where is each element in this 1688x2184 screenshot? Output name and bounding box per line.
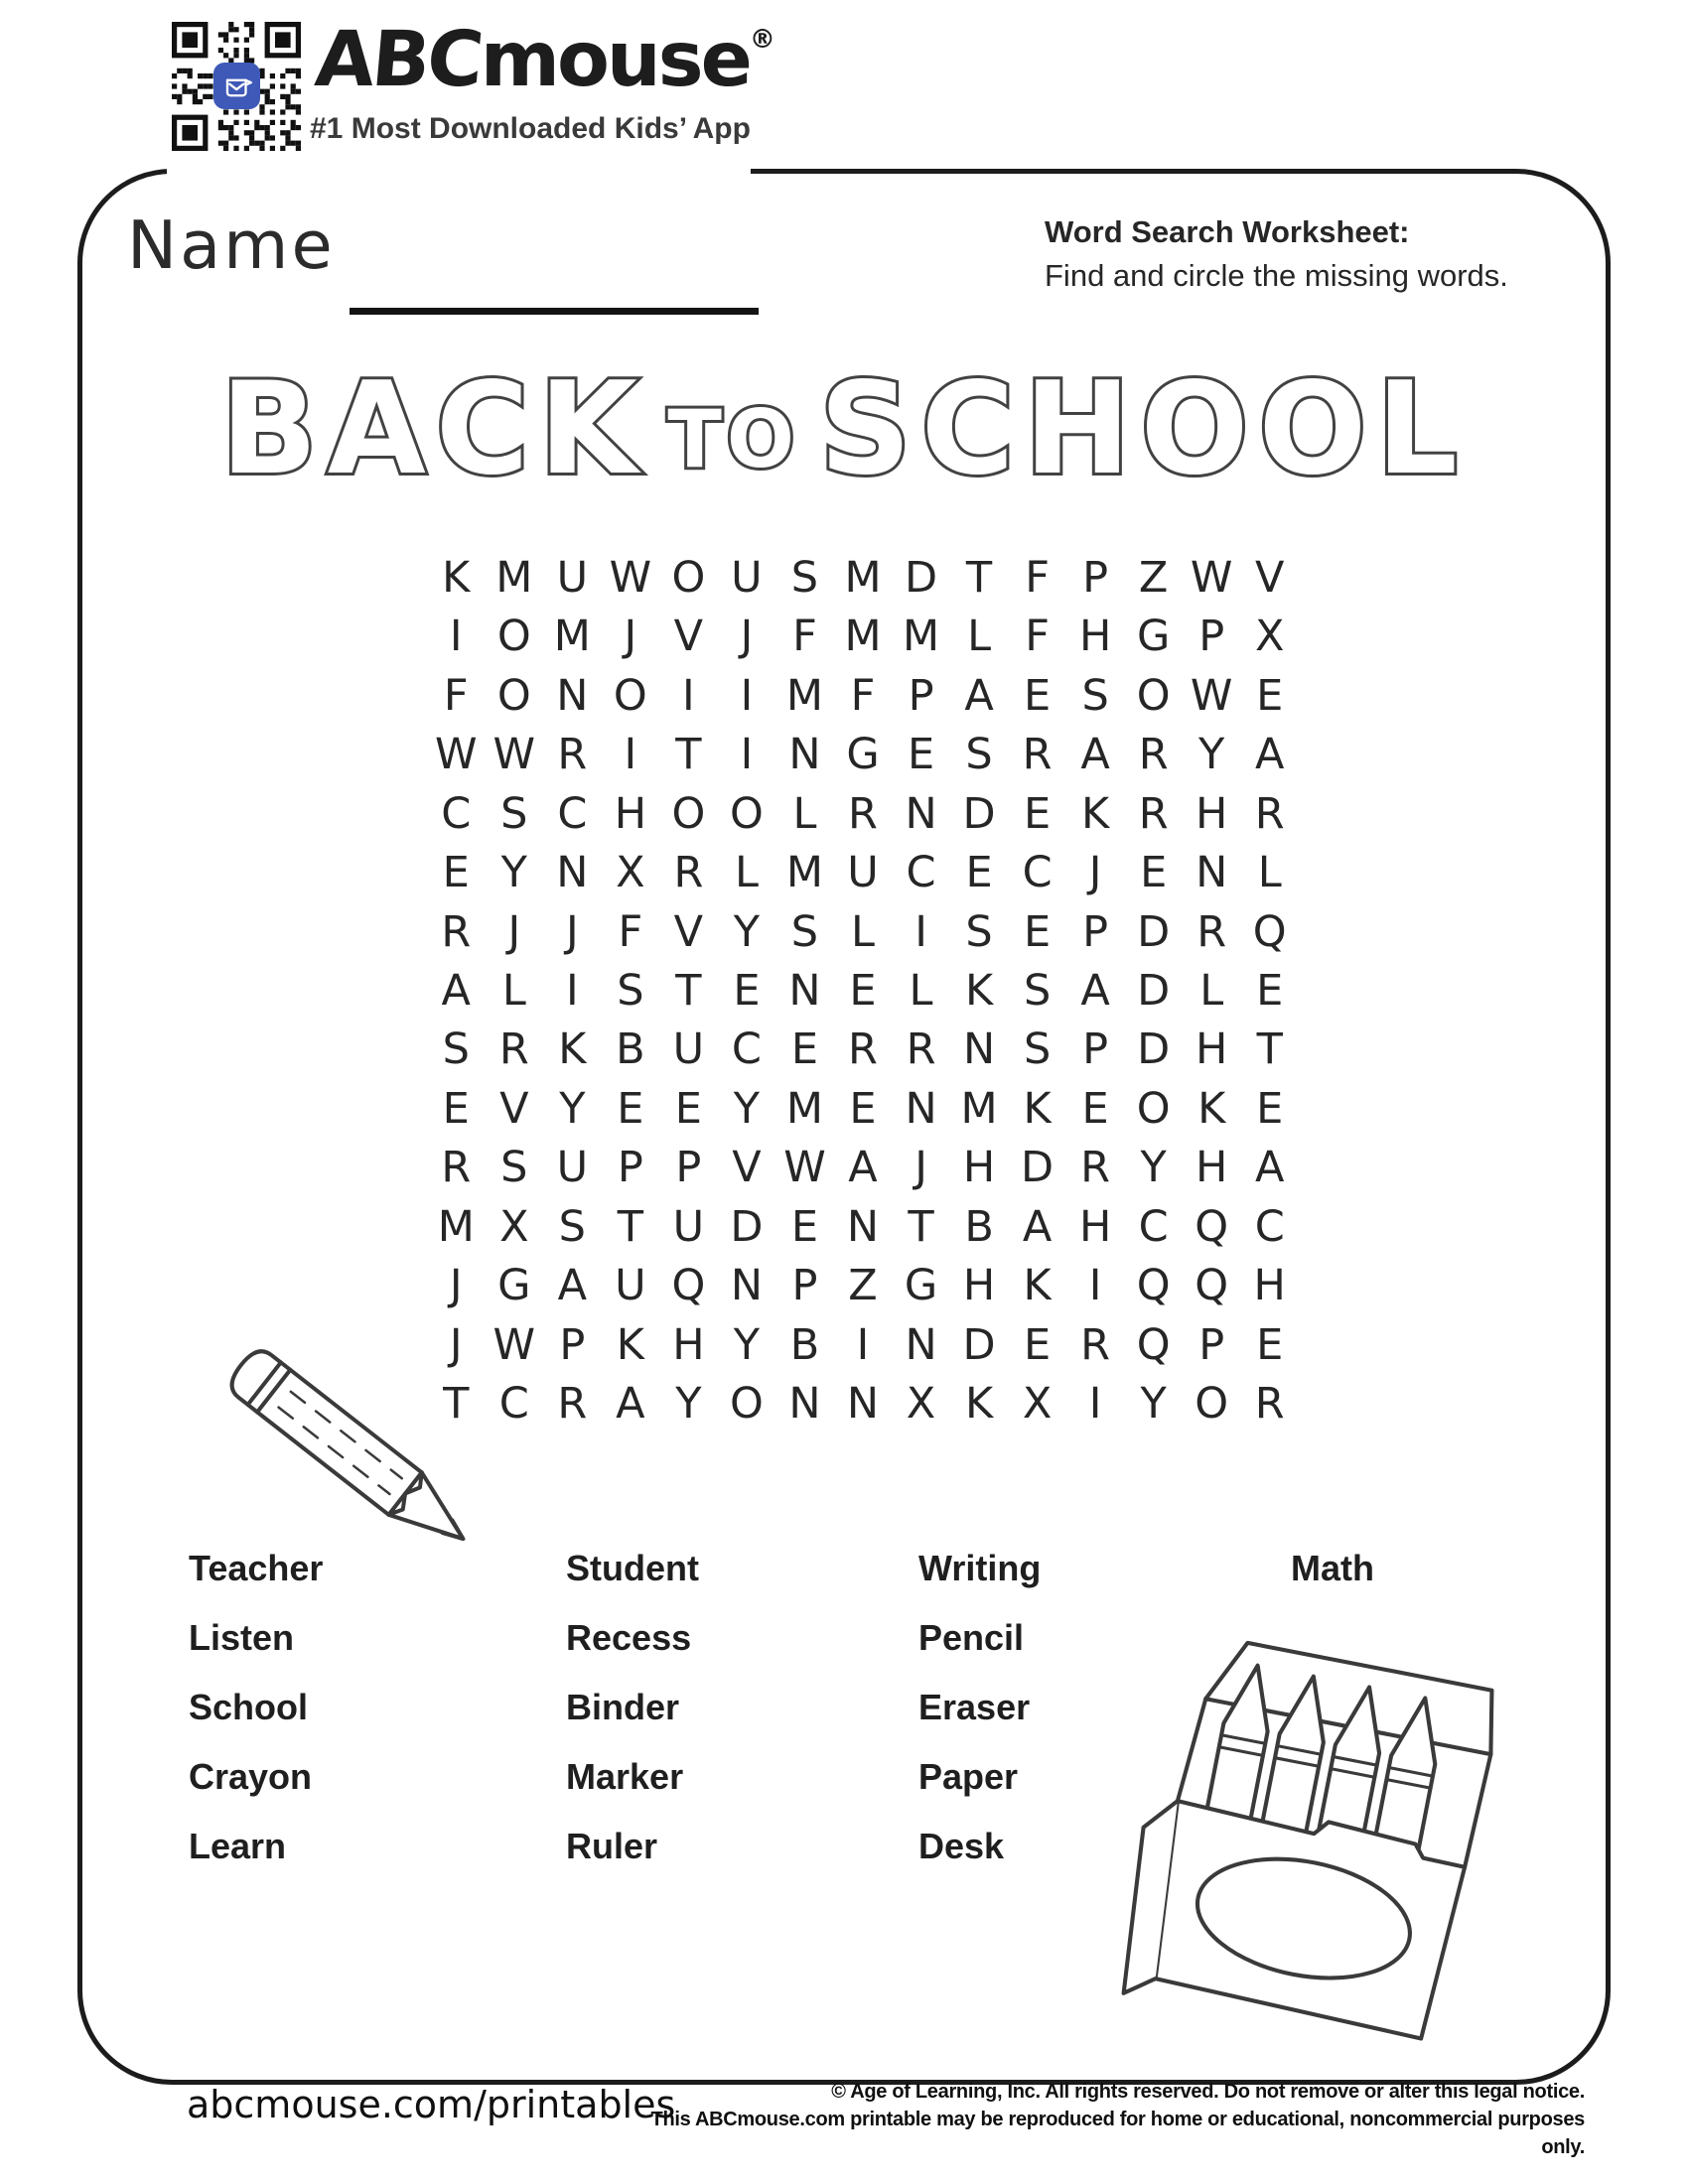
grid-letter-r12c8: N (846, 1201, 880, 1252)
grid-letter-r4c6: I (740, 730, 754, 780)
grid-letter-r3c8: F (850, 670, 876, 721)
grid-letter-r4c15: A (1255, 730, 1285, 780)
grid-letter-r8c12: A (1080, 965, 1110, 1016)
grid-letter-r2c11: F (1025, 612, 1050, 662)
instructions-body: Find and circle the missing words. (1045, 258, 1508, 293)
grid-letter-r5c15: R (1254, 788, 1285, 839)
grid-letter-r4c2: W (492, 730, 536, 780)
grid-letter-r5c9: N (905, 788, 937, 839)
grid-letter-r5c8: R (848, 788, 878, 839)
crayon-box-icon (1110, 1616, 1557, 2063)
grid-letter-r5c4: H (614, 788, 647, 839)
grid-letter-r12c7: E (790, 1201, 819, 1252)
word-item: Binder (566, 1687, 680, 1727)
grid-letter-r8c3: I (565, 965, 579, 1016)
grid-letter-r15c14: O (1195, 1379, 1229, 1430)
grid-letter-r14c9: N (905, 1319, 937, 1370)
grid-letter-r6c9: C (906, 848, 936, 898)
grid-letter-r10c10: M (960, 1083, 998, 1134)
grid-letter-r4c5: T (675, 730, 702, 780)
word-item: Desk (918, 1826, 1005, 1866)
grid-letter-r6c7: M (785, 848, 823, 898)
grid-letter-r7c7: S (790, 906, 819, 957)
title-word-back: BACK (220, 355, 647, 503)
grid-letter-r12c1: M (437, 1201, 475, 1252)
grid-letter-r1c14: W (1190, 552, 1233, 603)
grid-letter-r14c10: D (962, 1319, 996, 1370)
grid-letter-r2c12: H (1078, 612, 1112, 662)
grid-letter-r3c11: E (1024, 670, 1052, 721)
grid-letter-r7c6: Y (733, 906, 761, 957)
grid-letter-r9c13: D (1137, 1024, 1171, 1075)
grid-letter-r5c13: R (1138, 788, 1169, 839)
footer-legal (612, 2078, 1585, 2161)
grid-letter-r9c5: U (672, 1024, 705, 1075)
grid-letter-r4c4: I (624, 730, 637, 780)
grid-letter-r14c3: P (559, 1319, 586, 1370)
grid-letter-r2c1: I (449, 612, 463, 662)
word-item: Crayon (189, 1756, 313, 1797)
grid-letter-r10c2: V (499, 1083, 529, 1134)
grid-letter-r15c13: Y (1140, 1379, 1167, 1430)
grid-letter-r14c2: W (492, 1319, 536, 1370)
grid-letter-r15c15: R (1254, 1379, 1285, 1430)
app-icon-glyph (220, 69, 254, 103)
word-item: Teacher (189, 1548, 324, 1588)
grid-letter-r15c8: N (846, 1379, 880, 1430)
grid-letter-r3c13: O (1136, 670, 1171, 721)
word-column-1 (189, 1534, 323, 1881)
grid-letter-r10c5: E (674, 1083, 702, 1134)
grid-letter-r4c9: E (907, 730, 935, 780)
grid-letter-r9c4: B (616, 1024, 645, 1075)
grid-letter-r11c10: H (962, 1143, 996, 1193)
grid-letter-r6c4: X (616, 848, 645, 898)
grid-letter-r12c4: T (617, 1201, 643, 1252)
grid-letter-r4c3: R (557, 730, 588, 780)
grid-letter-r6c3: N (556, 848, 589, 898)
grid-letter-r12c12: H (1078, 1201, 1112, 1252)
grid-letter-r4c12: A (1080, 730, 1110, 780)
grid-letter-r5c12: K (1081, 788, 1110, 839)
grid-letter-r14c11: E (1024, 1319, 1052, 1370)
grid-letter-r15c6: O (729, 1379, 764, 1430)
grid-letter-r4c13: R (1138, 730, 1169, 780)
grid-letter-r7c4: F (618, 906, 643, 957)
grid-letter-r12c3: S (558, 1201, 586, 1252)
grid-letter-r8c4: S (617, 965, 644, 1016)
grid-letter-r6c13: E (1140, 848, 1168, 898)
abcmouse-app-icon (213, 63, 260, 109)
grid-letter-r7c3: J (565, 906, 579, 957)
grid-letter-r9c7: E (790, 1024, 819, 1075)
grid-letter-r7c1: R (441, 906, 472, 957)
grid-letter-r15c9: X (906, 1379, 936, 1430)
word-item: Paper (918, 1756, 1019, 1797)
border-gap (167, 157, 751, 183)
grid-letter-r13c7: P (791, 1261, 818, 1311)
grid-letter-r13c3: A (557, 1261, 588, 1311)
footer-legal-line1: © Age of Learning, Inc. All rights reserved. Do not remove or alter this legal notice. (831, 2081, 1585, 2103)
grid-letter-r8c11: S (1023, 965, 1052, 1016)
grid-letter-r9c9: R (906, 1024, 936, 1075)
grid-letter-r8c14: L (1199, 965, 1224, 1016)
grid-letter-r10c1: E (442, 1083, 470, 1134)
grid-letter-r9c11: S (1023, 1024, 1052, 1075)
grid-letter-r8c15: E (1256, 965, 1284, 1016)
grid-letter-r4c14: Y (1198, 730, 1225, 780)
grid-letter-r2c2: O (496, 612, 531, 662)
grid-letter-r3c14: W (1190, 670, 1233, 721)
word-item: Learn (189, 1826, 287, 1866)
grid-letter-r15c11: X (1022, 1379, 1053, 1430)
grid-letter-r15c7: N (788, 1379, 821, 1430)
grid-letter-r11c5: P (675, 1143, 702, 1193)
grid-letter-r2c4: J (624, 612, 637, 662)
grid-letter-r15c12: I (1088, 1379, 1102, 1430)
puzzle-title (0, 355, 1688, 503)
grid-letter-r3c1: F (443, 670, 469, 721)
grid-letter-r12c13: C (1138, 1201, 1169, 1252)
grid-letter-r12c11: A (1022, 1201, 1053, 1252)
grid-letter-r6c5: R (673, 848, 704, 898)
grid-letter-r4c1: W (435, 730, 478, 780)
logo-mouse: mouse (480, 16, 750, 104)
grid-letter-r14c12: R (1080, 1319, 1111, 1370)
instructions-block (1045, 214, 1521, 296)
grid-letter-r2c15: X (1254, 612, 1285, 662)
grid-letter-r3c15: E (1256, 670, 1284, 721)
grid-letter-r11c7: W (783, 1143, 826, 1193)
grid-letter-r14c5: H (672, 1319, 705, 1370)
grid-letter-r10c8: E (849, 1083, 877, 1134)
word-item: Pencil (918, 1617, 1025, 1658)
grid-letter-r6c10: E (965, 848, 993, 898)
grid-letter-r3c4: O (613, 670, 647, 721)
grid-letter-r10c6: Y (733, 1083, 761, 1134)
grid-letter-r14c1: J (449, 1319, 463, 1370)
grid-letter-r5c7: L (792, 788, 817, 839)
grid-letter-r5c5: O (671, 788, 706, 839)
word-item: Recess (566, 1617, 692, 1658)
grid-letter-r11c2: S (500, 1143, 528, 1193)
grid-letter-r13c9: G (904, 1261, 938, 1311)
grid-letter-r8c8: E (849, 965, 877, 1016)
grid-letter-r9c14: H (1196, 1024, 1228, 1075)
grid-letter-r13c8: Z (848, 1261, 878, 1311)
word-item: Writing (918, 1548, 1042, 1588)
grid-letter-r2c6: J (740, 612, 754, 662)
grid-letter-r11c1: R (441, 1143, 472, 1193)
title-word-to: TO (667, 393, 799, 485)
grid-letter-r5c10: D (962, 788, 996, 839)
grid-letter-r10c9: N (905, 1083, 937, 1134)
grid-letter-r13c11: K (1023, 1261, 1052, 1311)
grid-letter-r9c6: C (731, 1024, 762, 1075)
grid-letter-r15c4: A (616, 1379, 645, 1430)
grid-letter-r11c8: A (848, 1143, 878, 1193)
grid-letter-r13c5: Q (671, 1261, 706, 1311)
grid-letter-r10c7: M (785, 1083, 823, 1134)
grid-letter-r2c5: V (673, 612, 704, 662)
grid-letter-r15c10: K (964, 1379, 994, 1430)
title-word-school: SCHOOL (819, 355, 1468, 503)
word-item: Eraser (918, 1687, 1031, 1727)
word-column-4 (1291, 1534, 1374, 1603)
grid-letter-r1c12: P (1082, 552, 1109, 603)
name-blank-line (350, 266, 759, 315)
grid-letter-r14c6: Y (733, 1319, 761, 1370)
grid-letter-r6c12: J (1088, 848, 1102, 898)
grid-letter-r4c7: N (788, 730, 821, 780)
letter-grid (427, 548, 1299, 1433)
grid-letter-r10c3: Y (559, 1083, 586, 1134)
grid-letter-r7c9: I (914, 906, 927, 957)
grid-letter-r7c15: Q (1252, 906, 1287, 957)
grid-letter-r13c10: H (962, 1261, 996, 1311)
grid-letter-r9c8: R (848, 1024, 878, 1075)
grid-letter-r9c1: S (442, 1024, 470, 1075)
grid-letter-r5c11: E (1024, 788, 1052, 839)
grid-letter-r1c8: M (844, 552, 882, 603)
grid-letter-r2c13: G (1136, 612, 1171, 662)
grid-letter-r11c14: H (1196, 1143, 1228, 1193)
grid-letter-r9c10: N (962, 1024, 996, 1075)
grid-letter-r5c1: C (441, 788, 472, 839)
grid-letter-r1c10: T (965, 552, 993, 603)
word-column-2 (566, 1534, 699, 1881)
grid-letter-r3c5: I (682, 670, 695, 721)
grid-letter-r12c2: X (499, 1201, 529, 1252)
grid-letter-r6c2: Y (500, 848, 527, 898)
grid-letter-r9c3: K (558, 1024, 587, 1075)
footer-site-link: abcmouse.com/printables (187, 2083, 676, 2126)
grid-letter-r10c14: K (1197, 1083, 1226, 1134)
grid-letter-r15c2: C (498, 1379, 529, 1430)
grid-letter-r10c15: E (1256, 1083, 1284, 1134)
grid-letter-r13c14: Q (1195, 1261, 1229, 1311)
grid-letter-r10c4: E (617, 1083, 644, 1134)
grid-letter-r8c13: D (1137, 965, 1171, 1016)
word-item: Listen (189, 1617, 295, 1658)
word-item: Math (1291, 1548, 1374, 1588)
grid-letter-r1c7: S (790, 552, 819, 603)
grid-letter-r12c10: B (964, 1201, 994, 1252)
grid-letter-r7c2: J (507, 906, 521, 957)
grid-letter-r7c14: R (1196, 906, 1227, 957)
grid-letter-r14c7: B (789, 1319, 820, 1370)
grid-letter-r14c15: E (1256, 1319, 1284, 1370)
grid-letter-r14c8: I (856, 1319, 870, 1370)
grid-letter-r13c13: Q (1136, 1261, 1171, 1311)
grid-letter-r4c8: G (846, 730, 880, 780)
grid-letter-r5c6: O (729, 788, 764, 839)
grid-letter-r1c1: K (442, 552, 471, 603)
grid-letter-r14c13: Q (1136, 1319, 1171, 1370)
grid-letter-r2c10: L (967, 612, 992, 662)
name-label: Name (127, 206, 336, 284)
grid-letter-r1c6: U (731, 552, 763, 603)
grid-letter-r3c3: N (556, 670, 589, 721)
grid-letter-r7c8: L (851, 906, 875, 957)
grid-letter-r15c5: Y (675, 1379, 702, 1430)
word-item: Student (566, 1548, 699, 1588)
grid-letter-r8c1: A (441, 965, 471, 1016)
grid-letter-r14c4: K (616, 1319, 644, 1370)
grid-letter-r5c14: H (1196, 788, 1228, 839)
grid-letter-r11c4: P (617, 1143, 643, 1193)
grid-letter-r6c1: E (442, 848, 470, 898)
grid-letter-r1c13: Z (1138, 552, 1169, 603)
grid-letter-r8c2: L (501, 965, 526, 1016)
word-item: Marker (566, 1756, 684, 1797)
word-item: School (189, 1687, 309, 1727)
grid-letter-r4c10: S (965, 730, 993, 780)
grid-letter-r7c10: S (965, 906, 993, 957)
footer-legal-line2: This ABCmouse.com printable may be reproduced for home or educational, noncommercial purposes only. (650, 2109, 1585, 2158)
grid-letter-r11c13: Y (1140, 1143, 1167, 1193)
grid-letter-r3c10: A (964, 670, 994, 721)
grid-letter-r15c1: T (443, 1379, 470, 1430)
logo-abc: ABC (312, 16, 485, 104)
grid-letter-r3c9: P (908, 670, 934, 721)
grid-letter-r10c11: K (1023, 1083, 1052, 1134)
grid-letter-r8c5: T (675, 965, 702, 1016)
grid-letter-r3c7: M (785, 670, 823, 721)
grid-letter-r1c15: V (1255, 552, 1285, 603)
grid-letter-r2c9: M (902, 612, 940, 662)
grid-letter-r7c11: E (1024, 906, 1052, 957)
grid-letter-r15c3: R (557, 1379, 588, 1430)
grid-letter-r6c11: C (1022, 848, 1053, 898)
grid-letter-r6c14: N (1196, 848, 1228, 898)
grid-letter-r13c1: J (449, 1261, 463, 1311)
grid-letter-r6c6: L (734, 848, 759, 898)
logo-tagline: #1 Most Downloaded Kids’ App (310, 112, 751, 145)
grid-letter-r1c2: M (495, 552, 533, 603)
grid-letter-r1c9: D (904, 552, 938, 603)
grid-letter-r11c6: V (732, 1143, 762, 1193)
grid-letter-r2c8: M (844, 612, 882, 662)
grid-letter-r12c15: C (1254, 1201, 1285, 1252)
grid-letter-r13c15: H (1253, 1261, 1286, 1311)
grid-letter-r3c6: I (740, 670, 754, 721)
grid-letter-r1c5: O (671, 552, 706, 603)
grid-letter-r5c2: S (500, 788, 528, 839)
grid-letter-r1c3: U (556, 552, 589, 603)
grid-letter-r2c7: F (792, 612, 817, 662)
grid-letter-r13c6: N (730, 1261, 763, 1311)
grid-letter-r2c14: P (1198, 612, 1225, 662)
grid-letter-r12c9: T (908, 1201, 934, 1252)
grid-letter-r6c15: L (1257, 848, 1282, 898)
grid-letter-r8c6: E (733, 965, 761, 1016)
registered-mark: ® (749, 25, 775, 55)
grid-letter-r12c5: U (672, 1201, 705, 1252)
grid-letter-r13c2: G (497, 1261, 531, 1311)
grid-letter-r1c4: W (609, 552, 652, 603)
grid-letter-r3c2: O (496, 670, 531, 721)
abcmouse-logo (312, 16, 775, 104)
grid-letter-r9c15: T (1256, 1024, 1283, 1075)
grid-letter-r7c5: V (673, 906, 704, 957)
grid-letter-r11c3: U (556, 1143, 589, 1193)
grid-letter-r8c7: N (788, 965, 821, 1016)
grid-letter-r7c12: P (1082, 906, 1109, 957)
grid-letter-r11c11: D (1021, 1143, 1055, 1193)
grid-letter-r6c8: U (847, 848, 879, 898)
grid-letter-r12c6: D (730, 1201, 764, 1252)
grid-letter-r14c14: P (1198, 1319, 1225, 1370)
grid-letter-r3c12: S (1081, 670, 1109, 721)
word-item: Ruler (566, 1826, 658, 1866)
grid-letter-r8c9: L (909, 965, 933, 1016)
grid-letter-r9c2: R (498, 1024, 529, 1075)
grid-letter-r9c12: P (1082, 1024, 1109, 1075)
grid-letter-r13c4: U (615, 1261, 646, 1311)
word-column-3 (918, 1534, 1041, 1881)
grid-letter-r8c10: K (964, 965, 994, 1016)
grid-letter-r10c13: O (1136, 1083, 1171, 1134)
grid-letter-r12c14: Q (1195, 1201, 1229, 1252)
grid-letter-r13c12: I (1088, 1261, 1102, 1311)
grid-letter-r4c11: R (1022, 730, 1053, 780)
instructions-title: Word Search Worksheet: (1045, 214, 1410, 249)
grid-letter-r11c12: R (1080, 1143, 1111, 1193)
grid-letter-r5c3: C (557, 788, 588, 839)
grid-letter-r10c12: E (1081, 1083, 1109, 1134)
grid-letter-r11c9: J (914, 1143, 927, 1193)
grid-letter-r7c13: D (1137, 906, 1171, 957)
grid-letter-r1c11: F (1025, 552, 1050, 603)
grid-letter-r11c15: A (1255, 1143, 1285, 1193)
grid-letter-r2c3: M (553, 612, 591, 662)
